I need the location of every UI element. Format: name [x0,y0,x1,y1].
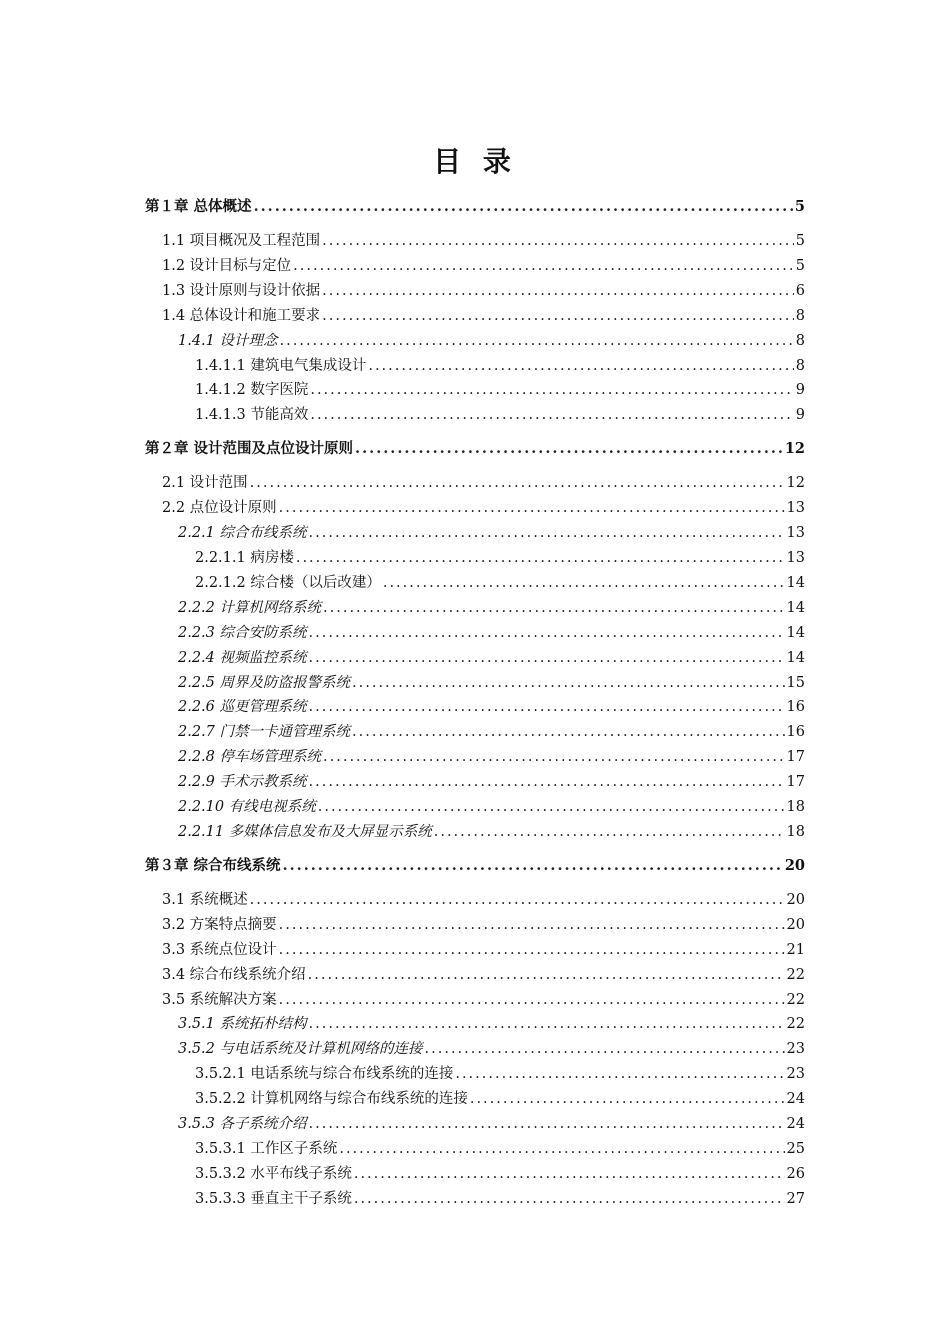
toc-entry-title: 3.4 综合布线系统介绍 [162,966,306,983]
toc-entry-title: 2.1 设计范围 [162,475,248,492]
toc-leader-dots [355,439,783,459]
toc-entry[interactable] [178,797,805,817]
toc-entry[interactable] [195,380,805,400]
toc-page-number: 24 [786,1116,805,1132]
toc-entry-title: 第１章 总体概述 [145,198,252,215]
toc-entry[interactable] [195,573,805,593]
toc-entry[interactable] [195,356,805,376]
toc-entry-title: 2.2.2 计算机网络系统 [178,599,322,616]
toc-page-number: 21 [786,941,805,958]
toc-page-number: 20 [786,916,805,933]
toc-page-number: 20 [784,856,805,874]
toc-page-number: 24 [786,1091,805,1108]
toc-leader-dots [309,623,785,643]
toc-entry-title: 1.4.1.2 数字医院 [195,382,309,399]
toc-entry[interactable] [162,990,805,1010]
toc-page-number: 14 [786,599,805,616]
toc-entry-title: 2.2.1 综合布线系统 [178,525,307,542]
toc-page-number: 16 [786,724,805,741]
toc-entry[interactable] [178,331,805,351]
toc-leader-dots [322,306,794,326]
toc-chapter-entry[interactable] [145,197,805,217]
toc-entry-title: 第２章 设计范围及点位设计原则 [145,440,354,458]
toc-page-number: 13 [786,500,805,517]
toc-entry-title: 3.5.1 系统拓朴结构 [178,1016,307,1033]
toc-page-number: 14 [786,624,805,641]
toc-entry-title: 1.4 总体设计和施工要求 [162,307,321,324]
toc-entry[interactable] [178,1014,805,1034]
toc-entry-title: 2.2.1.2 综合楼（以后改建） [195,574,381,591]
toc-leader-dots [279,498,785,518]
toc-entry[interactable] [195,548,805,568]
toc-leader-dots [455,1064,784,1084]
toc-leader-dots [368,356,793,376]
toc-entry[interactable] [178,648,805,668]
toc-entry-title: 1.4.1 设计理念 [178,332,278,349]
toc-entry-title: 2.2.11 多媒体信息发布及大屏显示系统 [178,823,432,840]
toc-leader-dots [250,890,785,910]
toc-entry[interactable] [178,697,805,717]
toc-page-number: 14 [786,649,805,666]
toc-entry-title: 2.2.9 手术示教系统 [178,774,307,791]
toc-entry-title: 1.3 设计原则与设计依据 [162,282,321,299]
toc-entry-title: 2.2.4 视频监控系统 [178,649,307,666]
toc-entry[interactable] [162,890,805,910]
toc-page-number: 5 [794,198,805,215]
toc-entry-title: 2.2.6 巡更管理系统 [178,699,307,716]
toc-page-number: 15 [786,674,805,691]
toc-entry[interactable] [195,405,805,425]
toc-leader-dots [296,548,785,568]
toc-entry[interactable] [195,1064,805,1084]
toc-entry-title: 3.5.2.2 计算机网络与综合布线系统的连接 [195,1091,468,1108]
toc-leader-dots [309,648,785,668]
toc-entry-title: 3.5.3.3 垂直主干子系统 [195,1190,352,1207]
toc-entry-title: 2.2.7 门禁一卡通管理系统 [178,724,351,741]
toc-entry[interactable] [178,822,805,842]
toc-page-number: 12 [786,475,805,492]
toc-leader-dots [310,380,793,400]
toc-entry-title: 3.5 系统解决方案 [162,991,277,1008]
toc-page-number: 20 [786,891,805,908]
toc-entry-title: 2.2.5 周界及防盗报警系统 [178,674,351,691]
toc-page-number: 27 [786,1190,805,1207]
toc-entry-title: 3.1 系统概述 [162,891,248,908]
toc-page-number: 9 [795,382,805,399]
toc-leader-dots [309,1114,785,1134]
toc-entry[interactable] [178,747,805,767]
toc-entry[interactable] [162,473,805,493]
toc-entry[interactable] [162,498,805,518]
toc-leader-dots [309,1014,785,1034]
toc-leader-dots [254,197,793,217]
toc-chapter-entry[interactable] [145,439,805,459]
toc-page-number: 8 [795,307,805,324]
toc-entry-title: 3.5.2.1 电话系统与综合布线系统的连接 [195,1066,454,1083]
toc-leader-dots [283,856,783,876]
toc-chapter-entry[interactable] [145,856,805,876]
toc-entry[interactable] [178,623,805,643]
toc-leader-dots [279,940,785,960]
toc-leader-dots [434,822,785,842]
toc-entry[interactable] [178,598,805,618]
toc-page-number: 14 [786,574,805,591]
toc-entry-title: 3.5.3.2 水平布线子系统 [195,1165,352,1182]
toc-leader-dots [339,1139,784,1159]
toc-page-number: 22 [786,991,805,1008]
toc-title: 目 录 [433,145,517,178]
toc-entry[interactable] [195,1089,805,1109]
toc-leader-dots [279,915,785,935]
toc-page-number: 22 [786,1016,805,1033]
toc-leader-dots [318,797,785,817]
toc-page-number: 26 [786,1165,805,1182]
toc-entry[interactable] [178,1039,805,1059]
toc-page-number: 23 [786,1066,805,1083]
toc-entry-title: 3.5.3 各子系统介绍 [178,1116,307,1132]
toc-page-number: 8 [795,357,805,374]
toc-leader-dots [309,697,785,717]
toc-leader-dots [470,1089,785,1109]
toc-leader-dots [322,281,794,301]
toc-page-number: 9 [795,407,805,424]
toc-entry-title: 3.5.3.1 工作区子系统 [195,1140,338,1157]
toc-entry-title: 2.2.8 停车场管理系统 [178,749,322,766]
toc-entry[interactable] [178,523,805,543]
toc-leader-dots [354,1164,785,1184]
toc-page-number: 13 [786,525,805,542]
toc-entry[interactable] [178,673,805,693]
toc-entry[interactable] [178,1114,805,1134]
toc-entry[interactable] [162,915,805,935]
toc-leader-dots [354,1189,785,1209]
toc-page-number: 13 [786,550,805,566]
toc-page-number: 17 [786,774,805,791]
toc-leader-dots [309,772,785,792]
toc-entry[interactable] [162,256,805,276]
toc-entry[interactable] [162,231,805,251]
toc-page-number: 12 [784,440,805,458]
toc-entry-title: 3.3 系统点位设计 [162,941,277,958]
toc-page-number: 25 [786,1140,805,1157]
toc-entry-title: 2.2.10 有线电视系统 [178,799,316,815]
toc-entry[interactable] [178,722,805,742]
toc-leader-dots [308,965,785,985]
toc-page-number: 18 [786,823,805,840]
toc-entry[interactable] [162,940,805,960]
toc-leader-dots [352,673,785,693]
toc-entry-title: 1.1 项目概况及工程范围 [162,233,321,249]
toc-page-number: 22 [786,966,805,983]
toc-leader-dots [279,990,785,1010]
toc-leader-dots [383,573,785,593]
toc-leader-dots [323,747,785,767]
toc-leader-dots [322,231,794,251]
toc-entry-title: 2.2.3 综合安防系统 [178,624,307,641]
toc-leader-dots [293,256,794,276]
toc-entry[interactable] [162,965,805,985]
toc-entry-title: 2.2 点位设计原则 [162,500,277,517]
toc-leader-dots [280,331,794,351]
toc-entry-title: 3.5.2 与电话系统及计算机网络的连接 [178,1041,423,1058]
toc-entry[interactable] [162,306,805,326]
toc-page-number: 5 [795,257,805,274]
toc-leader-dots [310,405,793,425]
toc-page-number: 6 [795,282,805,299]
toc-leader-dots [250,473,785,493]
toc-entry-title: 第３章 综合布线系统 [145,856,281,874]
toc-entry-title: 2.2.1.1 病房楼 [195,550,294,566]
toc-entry-title: 3.2 方案特点摘要 [162,916,277,933]
toc-entry[interactable] [195,1139,805,1159]
toc-leader-dots [309,523,785,543]
toc-entry-title: 1.2 设计目标与定位 [162,257,292,274]
toc-page-number: 5 [795,233,805,249]
toc-leader-dots [352,722,785,742]
toc-page-number: 8 [795,332,805,349]
toc-entry[interactable] [178,772,805,792]
toc-page-number: 18 [786,799,805,815]
toc-entry[interactable] [195,1189,805,1209]
toc-entry[interactable] [195,1164,805,1184]
toc-page-number: 17 [786,749,805,766]
toc-leader-dots [323,598,785,618]
toc-entry[interactable] [162,281,805,301]
toc-page-number: 23 [786,1041,805,1058]
toc-page-number: 16 [786,699,805,716]
toc-leader-dots [425,1039,785,1059]
toc-entry-title: 1.4.1.3 节能高效 [195,407,309,424]
toc-entry-title: 1.4.1.1 建筑电气集成设计 [195,357,367,374]
